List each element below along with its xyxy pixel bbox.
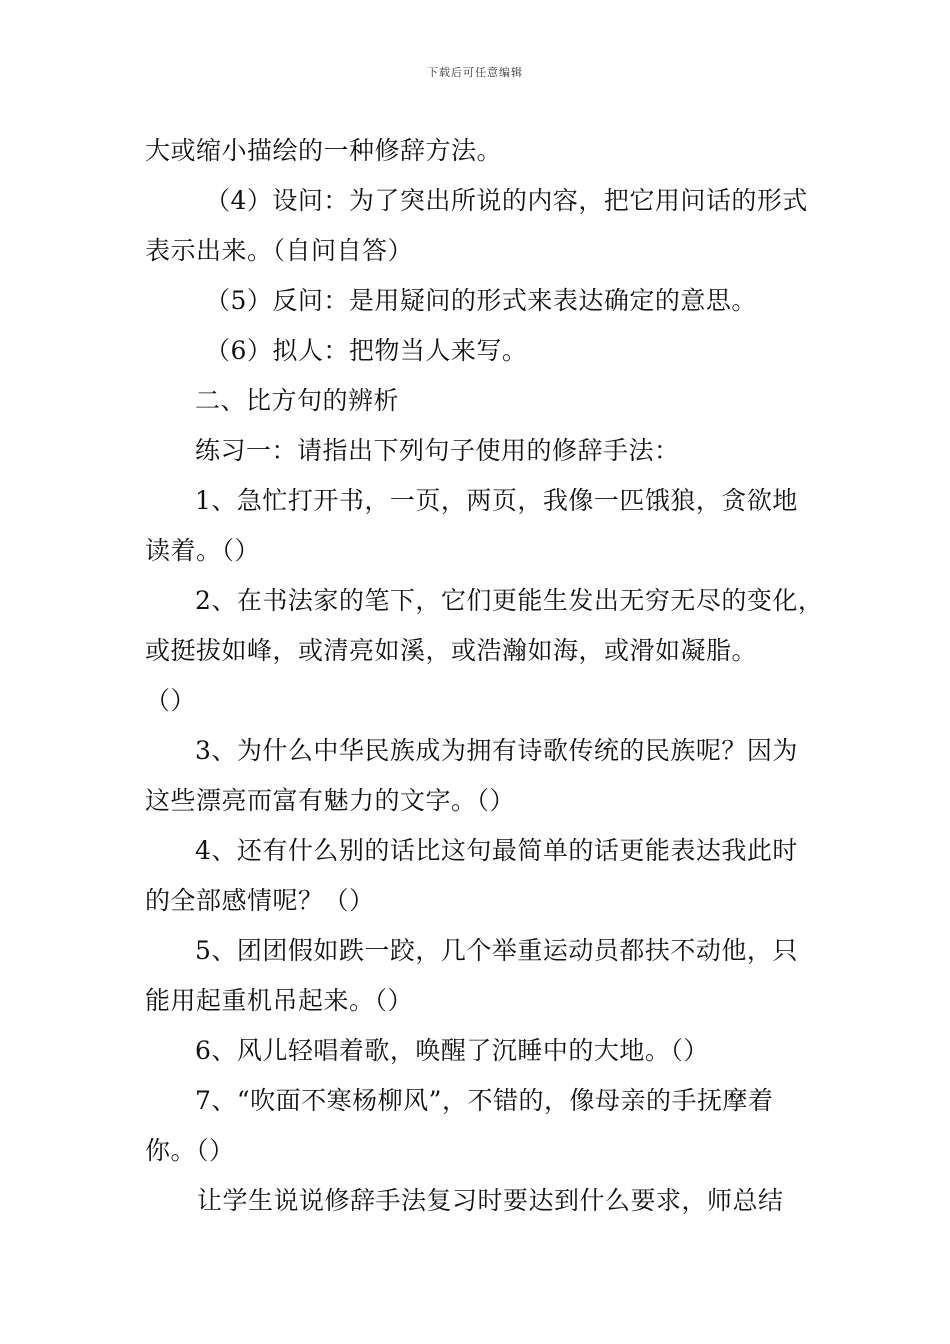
text-line: 或挺拔如峰，或清亮如溪，或浩瀚如海，或滑如凝脂。 xyxy=(145,636,758,665)
exercise-item: 5、团团假如跌一跤，几个举重运动员都扶不动他，只 xyxy=(195,936,798,965)
text-line: 大或缩小描绘的一种修辞方法。 xyxy=(145,136,503,165)
section-heading: 二、比方句的辨析 xyxy=(195,386,400,415)
exercise-title: 练习一：请指出下列句子使用的修辞手法： xyxy=(195,436,680,465)
text-line: 你。（） xyxy=(145,1136,235,1165)
text-line: 这些漂亮而富有魅力的文字。（） xyxy=(145,786,516,815)
text-line: （5）反问：是用疑问的形式来表达确定的意思。 xyxy=(205,286,757,315)
text-line: （4）设问：为了突出所说的内容，把它用问话的形式 xyxy=(205,186,808,215)
document-body xyxy=(145,126,824,1226)
text-line: 能用起重机吊起来。（） xyxy=(145,986,414,1015)
text-line: （） xyxy=(145,686,197,715)
text-line: 表示出来。（自问自答） xyxy=(145,236,414,265)
text-line: 读着。（） xyxy=(145,536,261,565)
page-header: 下载后可任意编辑 xyxy=(427,66,523,79)
text-line: 让学生说说修辞手法复习时要达到什么要求，师总结 xyxy=(197,1186,784,1215)
exercise-item: 7、“吹面不寒杨柳风”，不错的，像母亲的手抚摩着 xyxy=(195,1086,774,1115)
text-line: 的全部感情呢？（） xyxy=(145,886,375,915)
exercise-item: 1、急忙打开书，一页，两页，我像一匹饿狼，贪欲地 xyxy=(195,486,798,515)
text-line: （6）拟人：把物当人来写。 xyxy=(205,336,528,365)
exercise-item: 4、还有什么别的话比这句最简单的话更能表达我此时 xyxy=(195,836,798,865)
exercise-item: 2、在书法家的笔下，它们更能生发出无穷无尽的变化， xyxy=(195,586,824,615)
exercise-item: 3、为什么中华民族成为拥有诗歌传统的民族呢？因为 xyxy=(195,736,798,765)
exercise-item: 6、风儿轻唱着歌，唤醒了沉睡中的大地。（） xyxy=(195,1036,709,1065)
